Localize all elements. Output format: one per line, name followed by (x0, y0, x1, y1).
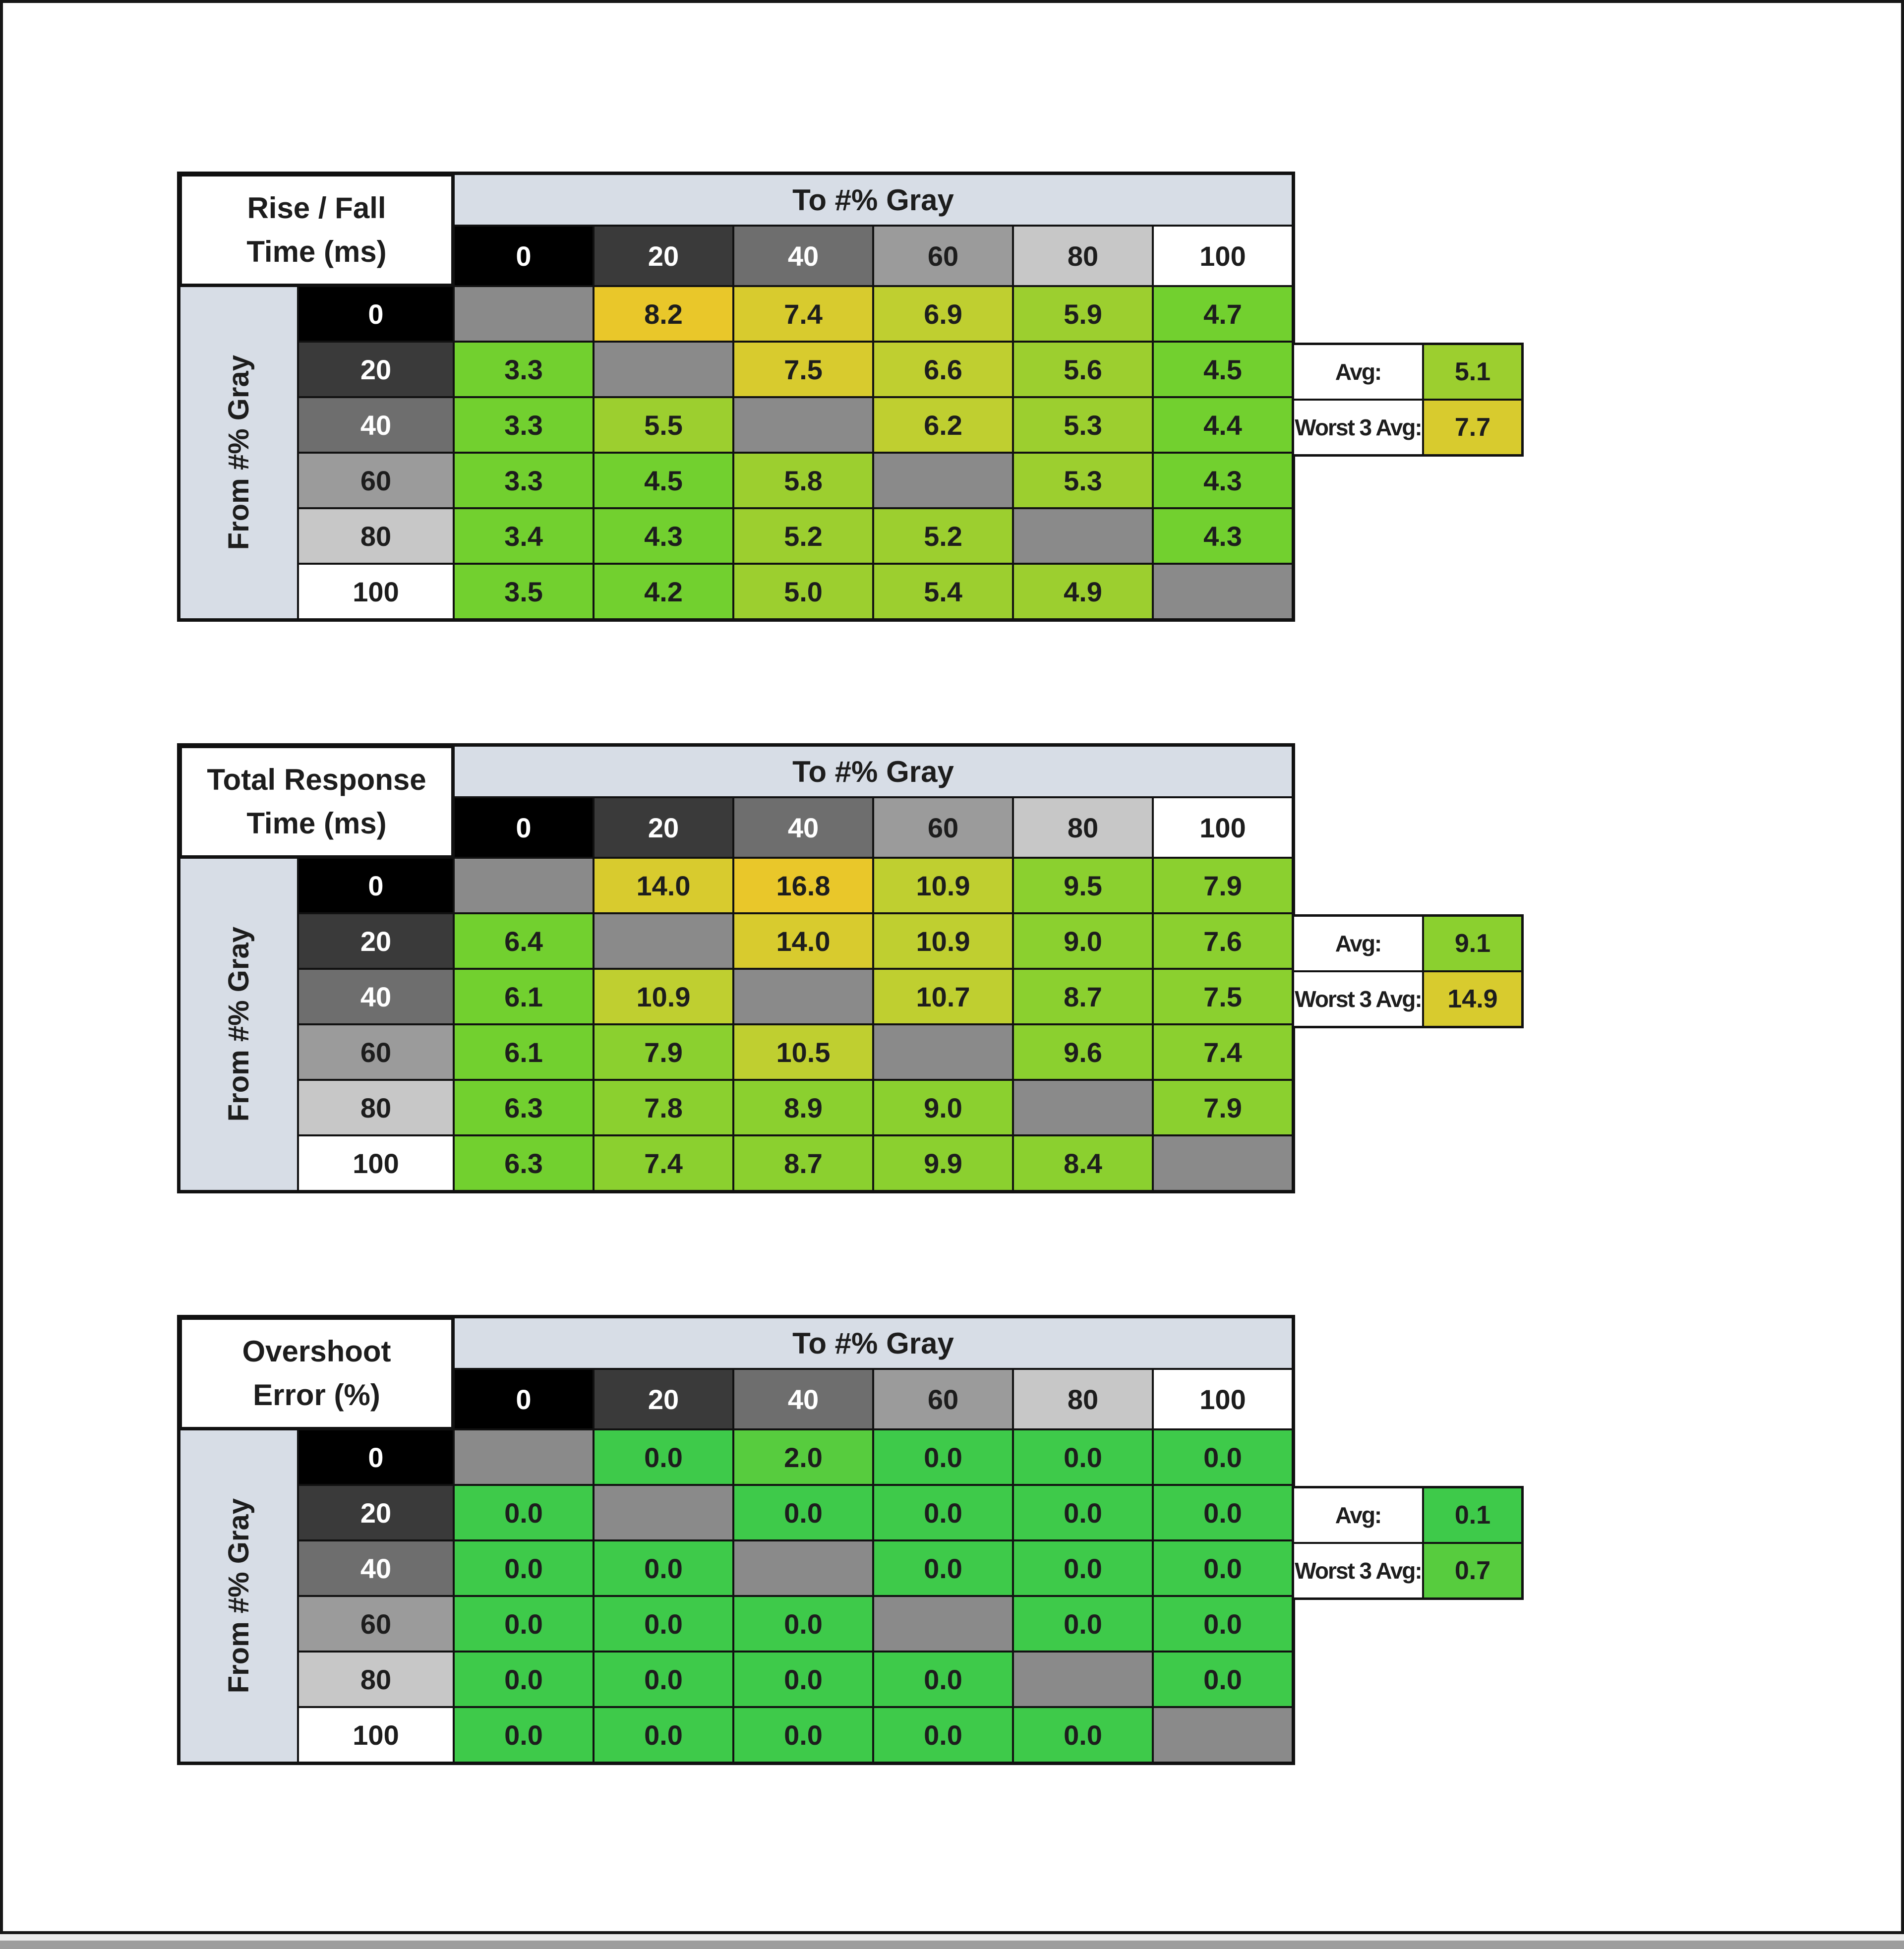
cell-from0-to20: 8.2 (595, 287, 732, 341)
row-swatch-80: 80 (299, 1081, 453, 1134)
cell-from100-to40: 8.7 (734, 1136, 872, 1190)
cell-from60-to40: 10.5 (734, 1025, 872, 1079)
cell-from40-to80: 5.3 (1014, 398, 1152, 452)
cell-from100-to60: 5.4 (874, 565, 1012, 618)
table-title-line1: Overshoot (242, 1335, 391, 1368)
to-gray-header: To #% Gray (455, 747, 1292, 796)
row-swatch-0: 0 (299, 287, 453, 341)
cell-from60-to20: 4.5 (595, 454, 732, 507)
worst3-avg-label: Worst 3 Avg: (1294, 1544, 1422, 1597)
cell-from80-to0: 6.3 (455, 1081, 593, 1134)
cell-from0-to60: 10.9 (874, 859, 1012, 912)
cell-from80-to20: 7.8 (595, 1081, 732, 1134)
col-swatch-20: 20 (595, 1370, 732, 1428)
cell-from100-to20: 0.0 (595, 1708, 732, 1762)
row-swatch-100: 100 (299, 1136, 453, 1190)
summary-stats (1292, 914, 1524, 1028)
col-swatch-20: 20 (595, 798, 732, 857)
cell-from0-to80: 5.9 (1014, 287, 1152, 341)
col-swatch-60: 60 (874, 798, 1012, 857)
cell-from0-to0 (455, 1430, 593, 1484)
cell-from20-to20 (595, 914, 732, 968)
cell-from0-to40: 7.4 (734, 287, 872, 341)
cell-from60-to80: 5.3 (1014, 454, 1152, 507)
cell-from20-to100: 0.0 (1154, 1486, 1292, 1539)
from-gray-label: From #% Gray (223, 927, 255, 1122)
cell-from100-to20: 4.2 (595, 565, 732, 618)
cell-from40-to0: 6.1 (455, 970, 593, 1023)
col-swatch-100: 100 (1154, 227, 1292, 285)
response-table-1 (177, 172, 1714, 622)
row-swatch-20: 20 (299, 343, 453, 396)
col-swatch-0: 0 (455, 1370, 593, 1428)
cell-from100-to0: 0.0 (455, 1708, 593, 1762)
worst3-avg-value: 0.7 (1424, 1544, 1521, 1597)
table-title-line2: Time (ms) (246, 235, 387, 268)
col-swatch-80: 80 (1014, 798, 1152, 857)
row-swatch-80: 80 (299, 509, 453, 563)
cell-from100-to40: 5.0 (734, 565, 872, 618)
cell-from40-to100: 7.5 (1154, 970, 1292, 1023)
to-gray-header: To #% Gray (455, 175, 1292, 225)
cell-from100-to80: 4.9 (1014, 565, 1152, 618)
cell-from80-to80 (1014, 1081, 1152, 1134)
cell-from40-to80: 8.7 (1014, 970, 1152, 1023)
cell-from0-to20: 0.0 (595, 1430, 732, 1484)
bottom-strip-light (0, 1934, 1904, 1941)
bottom-strip-gray (0, 1941, 1904, 1949)
avg-label: Avg: (1294, 345, 1422, 399)
from-gray-label: From #% Gray (223, 355, 255, 550)
col-swatch-0: 0 (455, 798, 593, 857)
cell-from0-to0 (455, 859, 593, 912)
cell-from60-to100: 7.4 (1154, 1025, 1292, 1079)
cell-from80-to40: 8.9 (734, 1081, 872, 1134)
col-swatch-100: 100 (1154, 798, 1292, 857)
cell-from100-to60: 9.9 (874, 1136, 1012, 1190)
cell-from40-to20: 10.9 (595, 970, 732, 1023)
avg-label: Avg: (1294, 1488, 1422, 1542)
cell-from80-to60: 5.2 (874, 509, 1012, 563)
cell-from60-to0: 0.0 (455, 1597, 593, 1651)
row-swatch-60: 60 (299, 454, 453, 507)
cell-from40-to100: 0.0 (1154, 1541, 1292, 1595)
row-swatch-60: 60 (299, 1025, 453, 1079)
cell-from100-to80: 0.0 (1014, 1708, 1152, 1762)
response-table-3 (177, 1315, 1714, 1765)
table-title-line1: Rise / Fall (247, 191, 386, 225)
cell-from60-to60 (874, 454, 1012, 507)
table-title (180, 747, 453, 857)
cell-from100-to0: 3.5 (455, 565, 593, 618)
cell-from0-to0 (455, 287, 593, 341)
cell-from40-to0: 3.3 (455, 398, 593, 452)
cell-from40-to40 (734, 970, 872, 1023)
cell-from60-to0: 6.1 (455, 1025, 593, 1079)
cell-from0-to40: 2.0 (734, 1430, 872, 1484)
cell-from20-to0: 0.0 (455, 1486, 593, 1539)
cell-from80-to100: 4.3 (1154, 509, 1292, 563)
cell-from80-to40: 0.0 (734, 1653, 872, 1706)
row-swatch-40: 40 (299, 970, 453, 1023)
cell-from80-to40: 5.2 (734, 509, 872, 563)
col-swatch-80: 80 (1014, 1370, 1152, 1428)
cell-from40-to80: 0.0 (1014, 1541, 1152, 1595)
table-title-line1: Total Response (207, 763, 426, 796)
cell-from80-to100: 7.9 (1154, 1081, 1292, 1134)
avg-value: 0.1 (1424, 1488, 1521, 1542)
avg-value: 5.1 (1424, 345, 1521, 399)
avg-label: Avg: (1294, 917, 1422, 970)
cell-from60-to100: 0.0 (1154, 1597, 1292, 1651)
cell-from0-to20: 14.0 (595, 859, 732, 912)
summary-stats (1292, 343, 1524, 457)
cell-from0-to100: 7.9 (1154, 859, 1292, 912)
summary-stats (1292, 1486, 1524, 1600)
col-swatch-100: 100 (1154, 1370, 1292, 1428)
to-gray-header: To #% Gray (455, 1318, 1292, 1368)
row-swatch-60: 60 (299, 1597, 453, 1651)
from-gray-column (180, 1430, 297, 1762)
cell-from20-to0: 3.3 (455, 343, 593, 396)
cell-from20-to100: 7.6 (1154, 914, 1292, 968)
cell-from100-to100 (1154, 565, 1292, 618)
worst3-avg-value: 7.7 (1424, 401, 1521, 454)
cell-from60-to20: 0.0 (595, 1597, 732, 1651)
cell-from60-to60 (874, 1025, 1012, 1079)
cell-from80-to80 (1014, 509, 1152, 563)
row-swatch-20: 20 (299, 1486, 453, 1539)
col-swatch-40: 40 (734, 227, 872, 285)
cell-from100-to0: 6.3 (455, 1136, 593, 1190)
worst3-avg-label: Worst 3 Avg: (1294, 401, 1422, 454)
cell-from0-to100: 4.7 (1154, 287, 1292, 341)
tables-root (177, 172, 1714, 1887)
matrix-grid (177, 1315, 1295, 1765)
row-swatch-80: 80 (299, 1653, 453, 1706)
cell-from0-to80: 0.0 (1014, 1430, 1152, 1484)
col-swatch-20: 20 (595, 227, 732, 285)
cell-from40-to60: 0.0 (874, 1541, 1012, 1595)
cell-from60-to40: 0.0 (734, 1597, 872, 1651)
col-swatch-40: 40 (734, 798, 872, 857)
from-gray-column (180, 287, 297, 618)
cell-from40-to60: 6.2 (874, 398, 1012, 452)
cell-from80-to80 (1014, 1653, 1152, 1706)
worst3-avg-value: 14.9 (1424, 972, 1521, 1026)
cell-from60-to60 (874, 1597, 1012, 1651)
cell-from100-to20: 7.4 (595, 1136, 732, 1190)
cell-from20-to40: 14.0 (734, 914, 872, 968)
cell-from60-to80: 0.0 (1014, 1597, 1152, 1651)
cell-from20-to0: 6.4 (455, 914, 593, 968)
cell-from40-to20: 0.0 (595, 1541, 732, 1595)
cell-from100-to80: 8.4 (1014, 1136, 1152, 1190)
col-swatch-40: 40 (734, 1370, 872, 1428)
col-swatch-0: 0 (455, 227, 593, 285)
cell-from100-to40: 0.0 (734, 1708, 872, 1762)
cell-from40-to60: 10.7 (874, 970, 1012, 1023)
cell-from100-to100 (1154, 1136, 1292, 1190)
table-title-line2: Error (%) (253, 1378, 380, 1412)
cell-from80-to0: 0.0 (455, 1653, 593, 1706)
cell-from20-to100: 4.5 (1154, 343, 1292, 396)
cell-from20-to40: 0.0 (734, 1486, 872, 1539)
row-swatch-100: 100 (299, 565, 453, 618)
table-title (180, 1318, 453, 1428)
cell-from60-to80: 9.6 (1014, 1025, 1152, 1079)
cell-from100-to60: 0.0 (874, 1708, 1012, 1762)
cell-from40-to20: 5.5 (595, 398, 732, 452)
cell-from60-to40: 5.8 (734, 454, 872, 507)
cell-from80-to60: 9.0 (874, 1081, 1012, 1134)
table-title-line2: Time (ms) (246, 807, 387, 840)
cell-from80-to60: 0.0 (874, 1653, 1012, 1706)
cell-from40-to100: 4.4 (1154, 398, 1292, 452)
cell-from20-to80: 5.6 (1014, 343, 1152, 396)
cell-from20-to20 (595, 1486, 732, 1539)
row-swatch-40: 40 (299, 1541, 453, 1595)
matrix-grid (177, 172, 1295, 622)
cell-from40-to40 (734, 398, 872, 452)
matrix-grid (177, 743, 1295, 1193)
cell-from20-to60: 6.6 (874, 343, 1012, 396)
cell-from20-to60: 10.9 (874, 914, 1012, 968)
from-gray-label: From #% Gray (223, 1498, 255, 1694)
avg-value: 9.1 (1424, 917, 1521, 970)
col-swatch-60: 60 (874, 1370, 1012, 1428)
response-table-2 (177, 743, 1714, 1193)
cell-from0-to60: 6.9 (874, 287, 1012, 341)
cell-from0-to40: 16.8 (734, 859, 872, 912)
cell-from40-to0: 0.0 (455, 1541, 593, 1595)
row-swatch-100: 100 (299, 1708, 453, 1762)
cell-from20-to80: 9.0 (1014, 914, 1152, 968)
worst3-avg-label: Worst 3 Avg: (1294, 972, 1422, 1026)
cell-from20-to60: 0.0 (874, 1486, 1012, 1539)
cell-from80-to100: 0.0 (1154, 1653, 1292, 1706)
from-gray-column (180, 859, 297, 1190)
row-swatch-20: 20 (299, 914, 453, 968)
cell-from80-to20: 4.3 (595, 509, 732, 563)
cell-from60-to100: 4.3 (1154, 454, 1292, 507)
cell-from100-to100 (1154, 1708, 1292, 1762)
cell-from60-to0: 3.3 (455, 454, 593, 507)
table-title (180, 175, 453, 285)
col-swatch-80: 80 (1014, 227, 1152, 285)
cell-from0-to100: 0.0 (1154, 1430, 1292, 1484)
cell-from80-to0: 3.4 (455, 509, 593, 563)
cell-from0-to60: 0.0 (874, 1430, 1012, 1484)
row-swatch-0: 0 (299, 1430, 453, 1484)
cell-from20-to20 (595, 343, 732, 396)
cell-from60-to20: 7.9 (595, 1025, 732, 1079)
cell-from20-to80: 0.0 (1014, 1486, 1152, 1539)
cell-from80-to20: 0.0 (595, 1653, 732, 1706)
col-swatch-60: 60 (874, 227, 1012, 285)
cell-from0-to80: 9.5 (1014, 859, 1152, 912)
row-swatch-0: 0 (299, 859, 453, 912)
row-swatch-40: 40 (299, 398, 453, 452)
cell-from40-to40 (734, 1541, 872, 1595)
cell-from20-to40: 7.5 (734, 343, 872, 396)
